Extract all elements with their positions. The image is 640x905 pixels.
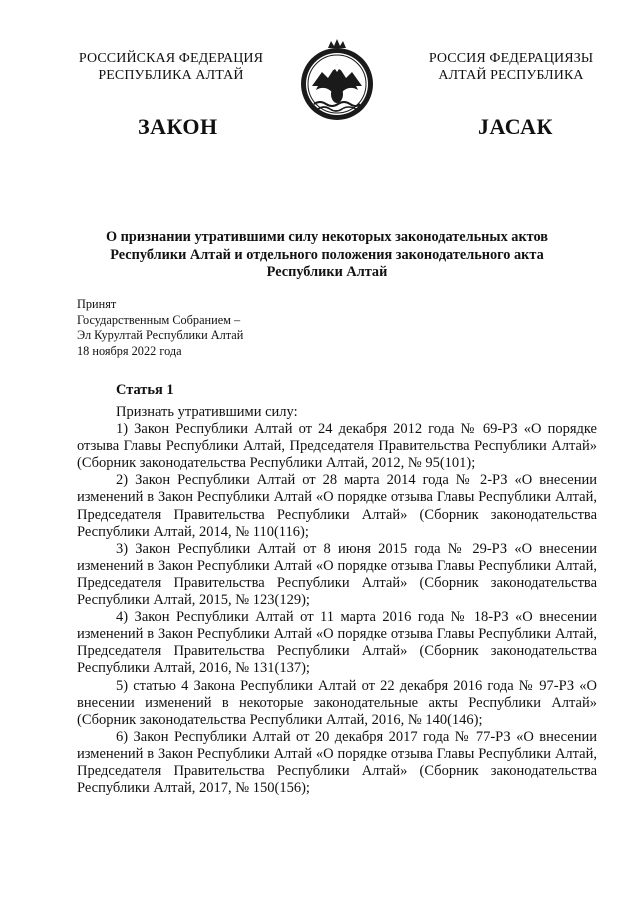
adoption-date: 18 ноября 2022 года	[77, 343, 182, 358]
title-line-1: О признании утратившими силу некоторых законодательных актов	[105, 229, 549, 245]
adoption-line-2: Государственным Собранием –	[77, 312, 241, 327]
document-title	[80, 229, 574, 282]
adoption-block	[77, 297, 243, 359]
article-body	[77, 404, 597, 797]
article-item-1: 1) Закон Республики Алтай от 24 декабря 2012 года № 69-РЗ «О порядке отзыва Главы Республики Алтай, Председателя Правительства Республики Алтай» (Сборник законодательства Республики Алтай, 2012, № 95(101);	[77, 421, 597, 472]
title-line-3: Республики Алтай	[266, 264, 388, 280]
article-item-3: 3) Закон Республики Алтай от 8 июня 2015 года № 29-РЗ «О внесении изменений в Закон Республики Алтай «О порядке отзыва Главы Республики Алтай, Председателя Правительства Республики Алтай» (Сборник законодательства Республики Алтай, 2015, № 123(129);	[77, 540, 597, 609]
coat-of-arms-emblem	[298, 38, 376, 126]
title-line-2: Республики Алтай и отдельного положения законодательного акта	[110, 246, 544, 263]
header-left	[66, 50, 276, 84]
law-heading-right: JАСАК	[478, 114, 553, 139]
article-item-4: 4) Закон Республики Алтай от 11 марта 2016 года № 18-РЗ «О внесении изменений в Закон Республики Алтай «О порядке отзыва Главы Республики Алтай, Председателя Правительства Республики Алтай» (Сборник законодательства Республики Алтай, 2016, № 131(137);	[77, 609, 597, 677]
article-intro: Признать утратившими силу:	[116, 404, 298, 420]
adoption-line-1: Принят	[77, 297, 117, 311]
article-heading: Статья 1	[116, 382, 174, 398]
article-item-5: 5) статью 4 Закона Республики Алтай от 22 декабря 2016 года № 97-РЗ «О внесении изменений в некоторые законодательные акты Республики Алтай» (Сборник законодательства Республики Алтай, 2016, № 140(146);	[77, 677, 597, 728]
adoption-line-3: Эл Курултай Республики Алтай	[77, 328, 244, 343]
header-left-line-2: РЕСПУБЛИКА АЛТАЙ	[98, 68, 244, 83]
header-left-line-1: РОССИЙСКАЯ ФЕДЕРАЦИЯ	[78, 51, 264, 66]
article-item-6: 6) Закон Республики Алтай от 20 декабря 2017 года № 77-РЗ «О внесении изменений в Закон Республики Алтай «О порядке отзыва Главы Республики Алтай, Председателя Правительства Республики Алтай» (Сборник законодательства Республики Алтай, 2017, № 150(156);	[77, 728, 597, 797]
article-item-2: 2) Закон Республики Алтай от 28 марта 2014 года № 2-РЗ «О внесении изменений в Закон Республики Алтай «О порядке отзыва Главы Республики Алтай, Председателя Правительства Республики Алтай» (Сборник законодательства Республики Алтай, 2014, № 110(116);	[77, 472, 597, 540]
header-right	[405, 50, 617, 84]
header-right-line-2: АЛТАЙ РЕСПУБЛИКА	[438, 68, 584, 83]
law-heading-left: ЗАКОН	[138, 114, 218, 139]
header-right-line-1: РОССИЯ ФЕДЕРАЦИЯЗЫ	[428, 51, 594, 66]
